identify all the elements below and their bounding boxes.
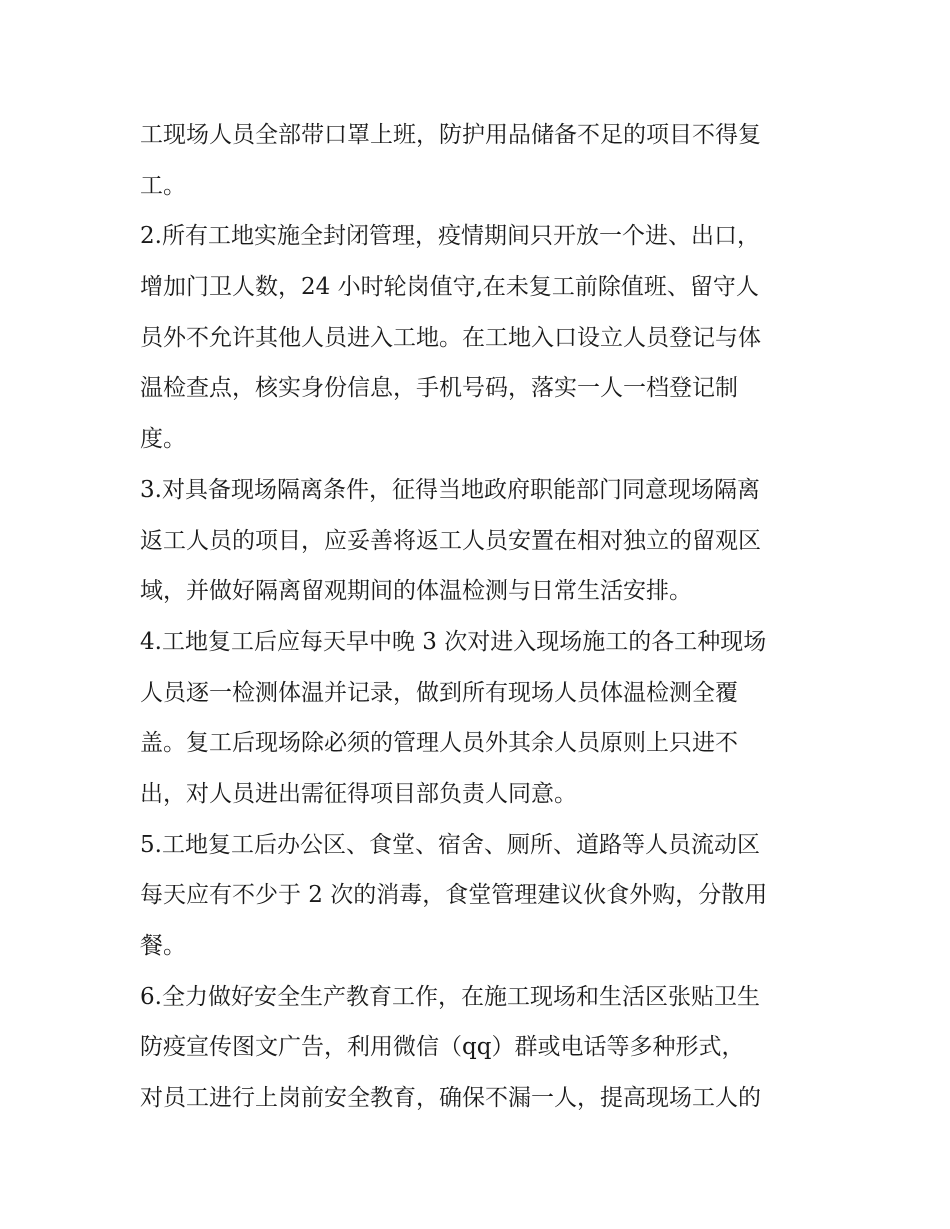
- text-line: 2.所有工地实施全封闭管理，疫情期间只开放一个进、出口，: [140, 223, 760, 250]
- text-line: 出，对人员进出需征得项目部负责人同意。: [140, 780, 577, 807]
- text-line: 人员逐一检测体温并记录，做到所有现场人员体温检测全覆: [140, 679, 738, 706]
- text-line: 每天应有不少于 2 次的消毒，食堂管理建议伙食外购，分散用: [140, 882, 768, 909]
- text-line: 员外不允许其他人员进入工地。在工地入口设立人员登记与体: [140, 324, 761, 351]
- document-body: [140, 110, 820, 1124]
- text-line: 5.工地复工后办公区、食堂、宿舍、厕所、道路等人员流动区: [140, 831, 760, 858]
- text-line: 防疫宣传图文广告，利用微信（qq）群或电话等多种形式，: [140, 1034, 745, 1061]
- text-line: 4.工地复工后应每天早中晚 3 次对进入现场施工的各工种现场: [140, 628, 767, 655]
- text-line: 域，并做好隔离留观期间的体温检测与日常生活安排。: [140, 578, 692, 605]
- text-line: 工。: [140, 172, 186, 199]
- text-line: 6.全力做好安全生产教育工作，在施工现场和生活区张贴卫生: [140, 983, 760, 1010]
- text-line: 温检查点，核实身份信息，手机号码，落实一人一档登记制: [140, 375, 738, 402]
- text-line: 度。: [140, 426, 186, 453]
- text-line: 3.对具备现场隔离条件，征得当地政府职能部门同意现场隔离: [140, 476, 760, 503]
- text-line: 返工人员的项目，应妥善将返工人员安置在相对独立的留观区: [140, 527, 761, 554]
- text-line: 工现场人员全部带口罩上班，防护用品储备不足的项目不得复: [140, 122, 761, 148]
- text-line: 增加门卫人数，24 小时轮岗值守,在未复工前除值班、留守人: [140, 274, 759, 301]
- text-line: 餐。: [140, 933, 186, 959]
- text-line: 对员工进行上岗前安全教育，确保不漏一人，提高现场工人的: [140, 1085, 761, 1112]
- text-line: 盖。复工后现场除必须的管理人员外其余人员原则上只进不: [140, 730, 738, 757]
